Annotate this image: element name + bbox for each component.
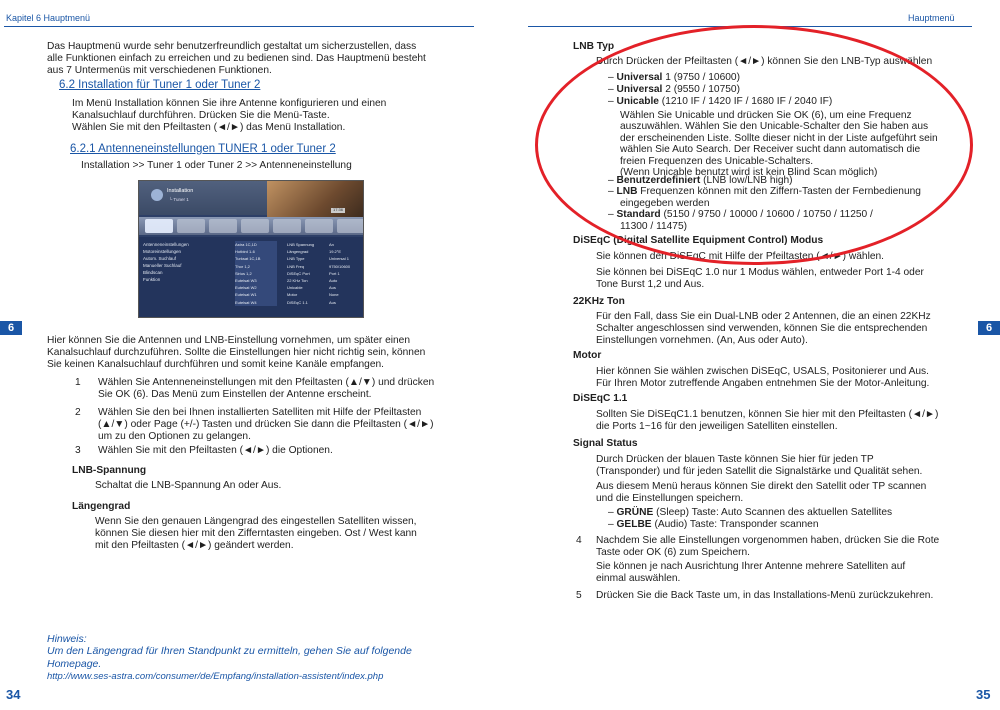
lnb-spannung-heading: LNB-Spannung [72,465,147,476]
motor-heading: Motor [573,350,602,361]
satellite-item: Thor 1,2 [235,263,250,269]
text-line: Taste oder OK (6) zum Speichern. [596,547,751,559]
step-3 [98,445,333,457]
option-value: An [329,242,334,247]
step-2-number: 2 [75,407,81,418]
item-text: (Audio) Taste: Transponder scannen [651,519,819,531]
text-line: Aus diesem Menü heraus können Sie direkt den Satellit oder TP scannen [596,481,927,492]
screenshot-menu [143,241,189,283]
text-line: Sie können bei DiSEqC 1.0 nur 1 Modus wählen, entweder Port 1-4 oder [596,267,924,278]
text-line: alle Funktionen einfach zu erreichen und zu bedienen sind. Das Hauptmenü besteht [47,53,426,65]
installation-icon [151,189,163,201]
step-4-note [596,561,905,585]
hint-title: Hinweis: [47,633,87,645]
menu-icon [305,219,333,233]
laengengrad-text [95,516,417,553]
list-item: – Benutzerdefiniert (LNB low/LNB high) [608,175,793,186]
text-line: Einstellungen vornehmen. (An, Aus oder Auto). [596,335,808,347]
diseqc-heading: DiSEqC (Digital Satellite Equipment Control) Modus [573,235,824,246]
text-line: Wenn Sie den genauen Längengrad des eingestellen Satelliten wissen, [95,516,417,527]
left-header-rule [4,26,474,27]
screenshot-preview [267,181,364,217]
step-2 [98,407,433,444]
item-bold: Universal [616,84,663,96]
text-line: Um den Längengrad für Ihren Standpunkt zu ermitteln, gehen Sie auf folgende [47,645,412,657]
antenna-paragraph [47,335,425,372]
text-line: Wählen Sie den bei Ihnen installierten Satelliten mit Hilfe der Pfeiltasten [98,407,422,418]
satellite-item: Hotbird 1-6 [235,249,255,255]
text-line: Sie keinen Kanalsuchlauf durchführen und somit keine Kanäle empfangen. [47,359,384,371]
signal-status-text-2 [596,481,926,505]
text-line: der erscheinenden Liste. Sollte dieser nicht in der Liste aufgeführt sein [620,132,938,144]
item-text: eingegeben werden [620,197,710,209]
satellite-item: Astra 1C,1D [235,242,257,247]
lnb-type-list-2 [608,175,921,232]
text-line: auszuwählen. Wählen Sie den Unicable-Schalter den Sie haben aus [620,121,929,133]
option-value: Aus [329,285,336,291]
signal-status-heading: Signal Status [573,438,638,449]
section-6-2-1-heading: 6.2.1 Antenneneinstellungen TUNER 1 oder Tuner 2 [70,143,336,155]
option-label: DiSEqC Port [287,270,310,276]
text-line: Sie OK (6). Das Menü zum Einstellen der Antenne erscheint. [98,389,372,401]
item-text: (LNB low/LNB high) [700,175,793,186]
page-number-left: 34 [6,687,21,702]
item-text: (5150 / 9750 / 10000 / 10600 / 10750 / 11250 / [660,209,873,221]
text-line: (Transponder) und für jeden Satellit die Signalstärke und Qualität sehen. [596,466,923,478]
menu-item: Manueller Suchlauf [143,263,182,268]
text-line: Sollten Sie DiSEqC1.1 benutzen, können Sie hier mit den Pfeiltasten (◄/►) [596,409,939,420]
option-labels [287,241,329,306]
option-label: DiSEqC 1.1 [287,299,308,305]
right-header-rule [528,26,972,27]
hint-url[interactable]: http://www.ses-astra.com/consumer/de/Empfang/installation-assistent/index.php [47,671,384,682]
text-line: Wählen Sie mit den Pfeiltasten (◄/►) das Menü Installation. [72,122,346,134]
menu-item: Autom. Suchlauf [143,256,177,261]
text-line: aus 7 Untermenüs mit verschiedenen Funktionen. [47,65,272,77]
step-5-number: 5 [576,590,582,601]
text-line: Sie können je nach Ausrichtung Ihrer Antenne mehrere Satelliten auf [596,561,906,572]
option-value: Auto [329,278,338,284]
step-1 [98,377,434,401]
diseqc-text-1: Sie können den DiSEqC mit Hilfe der Pfeiltasten (◄/►) wählen. [596,251,885,262]
menu-icon [273,219,301,233]
satellite-item: Turksat 1C,1B [235,256,261,262]
laengengrad-heading: Längengrad [72,501,131,512]
step-5: Drücken Sie die Back Taste um, in das Installations-Menü zurückzukehren. [596,590,934,601]
lnb-typ-heading: LNB Typ [573,41,615,52]
satellite-item: Eutelsat W4 [235,299,257,305]
section-6-2-text [72,98,386,135]
page-number-right: 35 [976,687,991,702]
list-item: – Standard (5150 / 9750 / 10000 / 10600 / 10750 / 11250 / [608,209,873,221]
text-line: Schalter angeschlossen sind verwenden, können Sie die entsprechenden [596,323,928,335]
step-4-number: 4 [576,535,582,546]
item-text: 11300 / 11475) [620,220,688,232]
option-value: 9750/10600 [329,263,351,269]
item-text: (1210 IF / 1420 IF / 1680 IF / 2040 IF) [658,96,833,108]
option-label: Unicable [287,285,303,291]
list-item: – GELBE (Audio) Taste: Transponder scannen [608,519,819,531]
menu-icon [241,219,269,233]
text-line: wählen Sie Auto Search. Der Receiver sucht dann automatisch die [620,144,921,156]
menu-icon [337,219,364,233]
text-line: Durch Drücken der blauen Taste können Sie hier für jeden TP [596,454,874,465]
option-label: Längengrad [287,249,309,255]
unicable-text [620,110,938,179]
lnb-spannung-text: Schaltat die LNB-Spannung An oder Aus. [95,480,282,491]
option-label: LNB Spannung [287,242,315,247]
text-line: Hier können Sie wählen zwischen DiSEqC, USALS, Positonierer und Aus. [596,366,929,377]
lnb-type-list [608,72,832,109]
satellite-item: Eutelsat W3 [235,278,257,284]
option-value: Universal 1 [329,256,350,262]
screenshot-clock: 17:36 [333,207,344,212]
menu-icon [209,219,237,233]
text-line: einmal auswählen. [596,573,681,585]
item-text: 1 (9750 / 10600) [662,72,740,83]
text-line: Hier können Sie die Antennen und LNB-Einstellung vornehmen, um später einen [47,335,411,346]
satellite-item: Eutelsat W1 [235,292,257,298]
menu-item: Blindscan [143,270,163,275]
step-4 [596,535,939,559]
menu-icon [145,219,173,233]
left-header: Kapitel 6 Hauptmenü [6,13,91,23]
menu-item: Funktion [143,277,161,282]
installation-screenshot [138,180,364,318]
list-item: – LNB Frequenzen können mit den Ziffern-Tasten der Fernbedienung [608,186,921,198]
item-text: 2 (9550 / 10750) [662,84,740,96]
text-line: Kanalsuchlauf durchzuführen. Sollte die Einstellungen hier nicht richtig sein, können [47,347,426,359]
item-bold: GRÜNE [616,507,654,518]
text-line: können Sie diesen hier mit den Zifferntasten eingeben. Ost / West kann [95,528,417,540]
text-line: Kanalsuchlauf durchführen. Drücken Sie die Menü-Taste. [72,110,330,122]
signal-status-text-1 [596,454,922,478]
text-line: (▲/▼) oder Page (+/-) Tasten und drücken Sie dann die Pfeiltasten (◄/►) [98,419,434,431]
item-bold: Universal [616,72,663,83]
option-value: Aus [329,299,336,305]
text-line: die Ports 1~16 für den jeweiligen Satelliten einstellen. [596,421,838,433]
text-line: freien Frequenzen des Unicable-Schalters. [620,155,814,167]
option-label: 22 KHz Ton [287,278,308,284]
text-line: Homepage. [47,657,102,670]
item-bold: Benutzerdefiniert [616,175,701,186]
step-3-number: 3 [75,445,81,456]
satellite-item: Sirius 1,2 [235,270,252,276]
22khz-text [596,311,931,348]
satellite-list [235,241,277,306]
option-value: None [329,292,339,298]
diseqc-text-2 [596,267,924,291]
hint-text [47,645,412,670]
text-line: Nachdem Sie alle Einstellungen vorgenommen haben, drücken Sie die Rote [596,535,940,546]
list-item: – Universal 1 (9750 / 10600) [608,72,740,83]
intro-paragraph [47,41,426,78]
screenshot-subtitle: └ Tuner 1 [169,197,189,202]
text-line: Das Hauptmenü wurde sehr benutzerfreundlich gestaltat um sicherzustellen, dass [47,41,417,52]
text-line: Im Menü Installation können Sie ihre Antenne konfigurieren und einen [72,98,387,109]
diseqc-11-text [596,409,938,433]
text-line: (Wenn Unicable benutzt wird ist kein Blind Scan möglich) [620,167,878,179]
text-line: Für den Fall, dass Sie ein Dual-LNB oder 2 Antennen, die an einen 22KHz [596,311,931,322]
text-line: Wählen Sie Antenneneinstellungen mit den Pfeiltasten (▲/▼) und drücken [98,377,435,388]
list-item: – Unicable (1210 IF / 1420 IF / 1680 IF / 2040 IF) [608,96,833,108]
screenshot-title: Installation [167,188,194,194]
list-item: – Universal 2 (9550 / 10750) [608,84,740,96]
section-6-2-heading: 6.2 Installation für Tuner 1 oder Tuner 2 [59,79,261,91]
step-1-number: 1 [75,377,81,388]
right-page [500,0,1000,710]
option-label: LNB Freq [287,263,305,269]
option-label: Motor [287,292,298,298]
lnb-typ-intro: Durch Drücken der Pfeiltasten (◄/►) können Sie den LNB-Typ auswählen [596,56,933,67]
menu-icon [177,219,205,233]
item-bold: LNB [616,186,638,198]
chapter-tab-left: 6 [0,321,22,335]
22khz-heading: 22KHz Ton [573,296,625,307]
item-text: Frequenzen können mit den Ziffern-Tasten der Fernbedienung [637,186,921,198]
menu-item: Antenneneinstellungen [143,242,189,247]
text-line: Wählen Sie Unicable und drücken Sie OK (6), um eine Frequenz [620,110,912,121]
option-value: Port 1 [329,270,340,276]
chapter-tab-right: 6 [978,321,1000,335]
item-bold: Unicable [616,96,659,108]
item-bold: Standard [616,209,661,221]
text-line: Tone Burst 1,2 und Aus. [596,279,705,291]
option-value: 19.2°E [329,249,342,255]
menu-path: Installation >> Tuner 1 oder Tuner 2 >> Antenneneinstellung [81,160,352,171]
option-label: LNB Type [287,256,305,262]
signal-keys-list [608,507,892,531]
text-line: mit den Pfeiltasten (◄/►) geändert werden. [95,540,294,552]
menu-item: Motoreinstellungen [143,249,182,254]
text-line: um zu den Optionen zu gelangen. [98,431,251,443]
satellite-item: Eutelsat W2 [235,285,257,291]
text-line: und die Einstellungen speichern. [596,493,744,505]
text-line: Wählen Sie mit den Pfeiltasten (◄/►) die Optionen. [98,445,333,456]
item-text: (Sleep) Taste: Auto Scannen des aktuellen Satellites [653,507,893,518]
diseqc-11-heading: DiSEqC 1.1 [573,393,628,404]
list-item: – GRÜNE (Sleep) Taste: Auto Scannen des aktuellen Satellites [608,507,893,518]
right-header: Hauptmenü [908,13,955,23]
text-line: Für Ihren Motor zutreffende Angaben entnehmen Sie der Motor-Anleitung. [596,378,930,390]
item-bold: GELBE [616,519,652,531]
motor-text [596,366,929,390]
option-values [329,241,363,306]
